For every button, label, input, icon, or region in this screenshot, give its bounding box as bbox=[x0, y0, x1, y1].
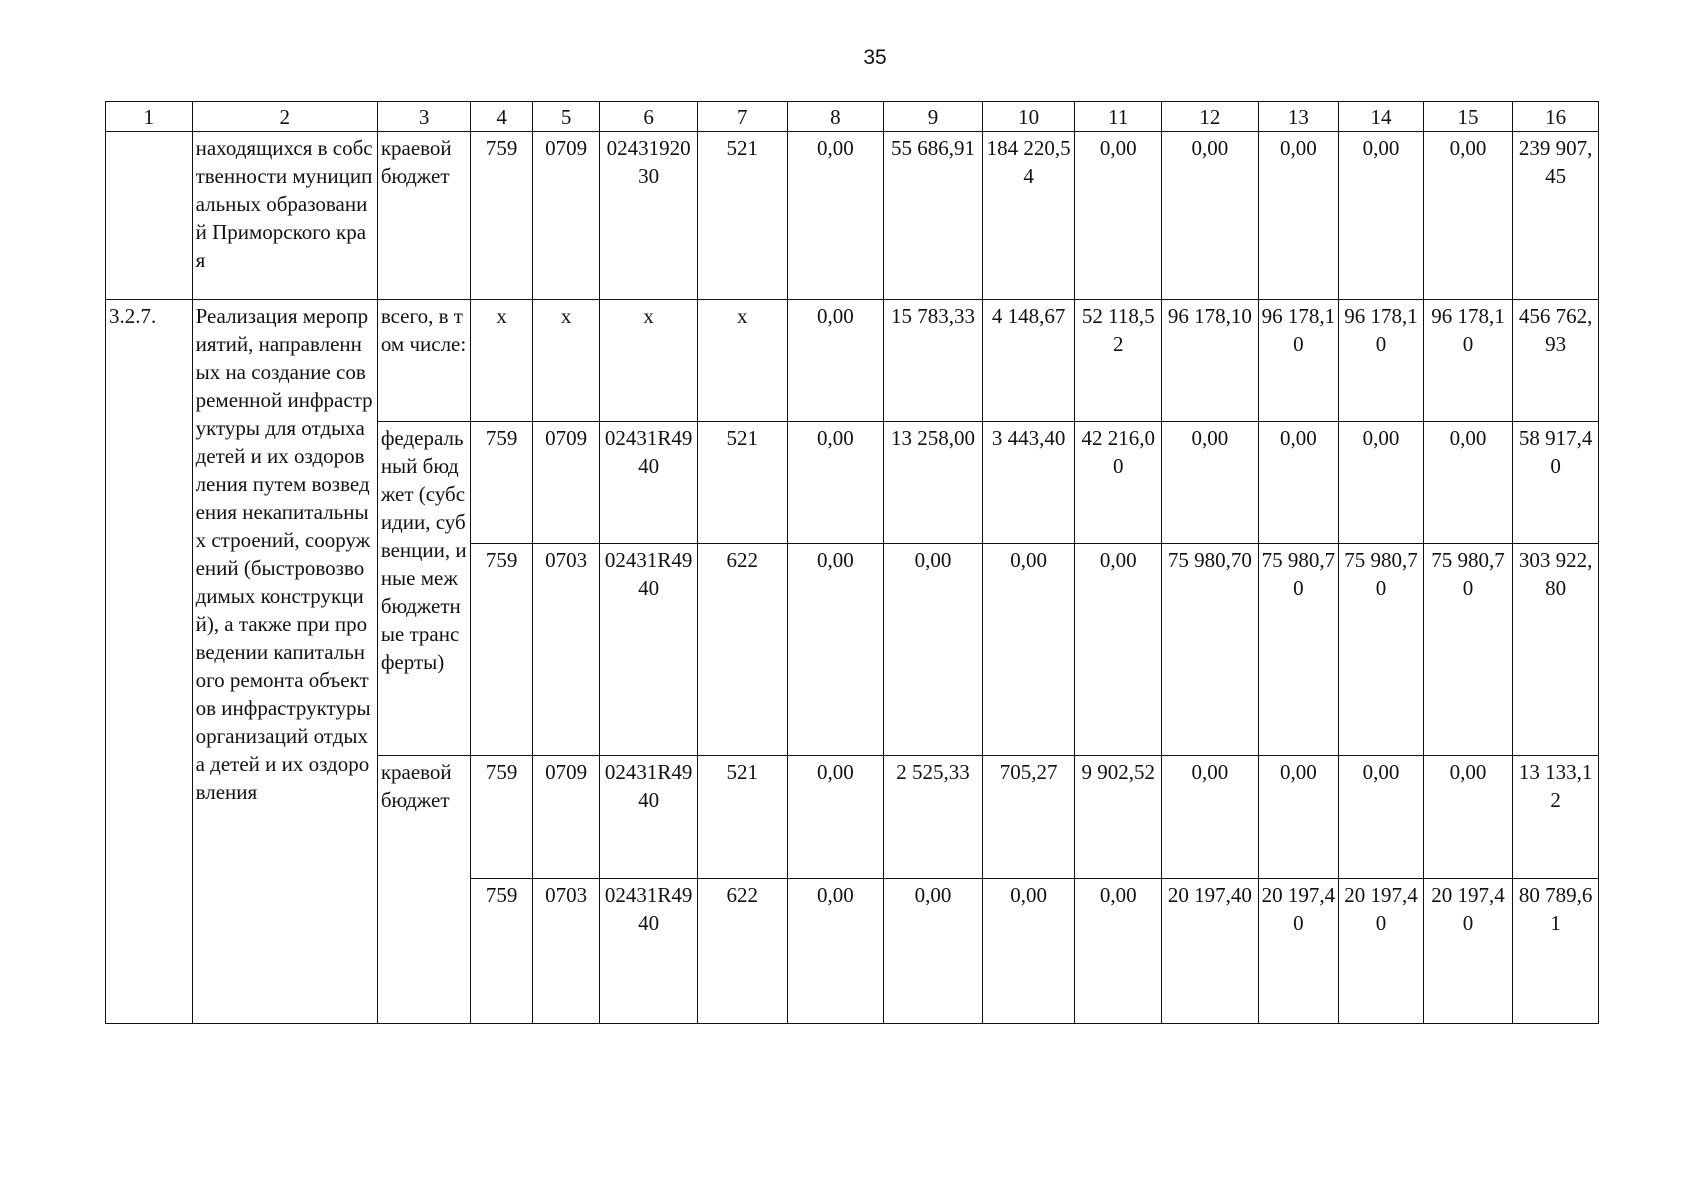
cell-c13: 0,00 bbox=[1258, 756, 1339, 879]
cell-c6: 02431R4940 bbox=[600, 756, 698, 879]
cell-c12: 75 980,70 bbox=[1162, 544, 1259, 756]
header-cell: 4 bbox=[471, 102, 532, 132]
header-cell: 6 bbox=[600, 102, 698, 132]
cell-c14: 0,00 bbox=[1339, 756, 1424, 879]
cell-c4: 759 bbox=[471, 544, 532, 756]
header-cell: 9 bbox=[884, 102, 983, 132]
cell-c8: 0,00 bbox=[787, 756, 884, 879]
cell-c4: 759 bbox=[471, 879, 532, 1024]
cell-c15: 96 178,10 bbox=[1423, 300, 1513, 422]
cell-c6: 02431R4940 bbox=[600, 422, 698, 544]
cell-c16: 58 917,40 bbox=[1513, 422, 1599, 544]
cell-c7: 521 bbox=[697, 422, 787, 544]
budget-table bbox=[105, 101, 1599, 1024]
cell-c10: 705,27 bbox=[982, 756, 1075, 879]
cell-c8: 0,00 bbox=[787, 300, 884, 422]
cell-c10: 3 443,40 bbox=[982, 422, 1075, 544]
cell-c13: 20 197,40 bbox=[1258, 879, 1339, 1024]
header-row bbox=[106, 102, 1599, 132]
cell-c12: 0,00 bbox=[1162, 756, 1259, 879]
cell-c5: x bbox=[532, 300, 599, 422]
header-cell: 11 bbox=[1075, 102, 1162, 132]
cell-c6: 0243192030 bbox=[600, 132, 698, 300]
cell-c8: 0,00 bbox=[787, 422, 884, 544]
cell-c8: 0,00 bbox=[787, 879, 884, 1024]
cell-c9: 0,00 bbox=[884, 544, 983, 756]
header-cell: 3 bbox=[377, 102, 471, 132]
header-cell: 15 bbox=[1423, 102, 1513, 132]
header-cell: 13 bbox=[1258, 102, 1339, 132]
cell-c10: 184 220,54 bbox=[982, 132, 1075, 300]
cell-c15: 0,00 bbox=[1423, 422, 1513, 544]
cell-c7: 521 bbox=[697, 132, 787, 300]
cell-c6: 02431R4940 bbox=[600, 879, 698, 1024]
header-cell: 10 bbox=[982, 102, 1075, 132]
item-name-cell: Реализация мероприятий, направленных на создание современной инфраструктуры для отдыха детей и их оздоровления путем возведения некапитальных строений, сооружений (быстровозводимых конструкций), а также при проведении капитального ремонта объектов инфраструктуры организаций отдыха детей и их оздоровления bbox=[192, 300, 377, 1024]
cell-c5: 0709 bbox=[532, 756, 599, 879]
cell-c6: 02431R4940 bbox=[600, 544, 698, 756]
cell-c10: 0,00 bbox=[982, 544, 1075, 756]
cell-c5: 0703 bbox=[532, 544, 599, 756]
cell-c9: 0,00 bbox=[884, 879, 983, 1024]
cell-c5: 0709 bbox=[532, 132, 599, 300]
funding-source-cell: федеральный бюджет (субсидии, субвенции, иные межбюджетные трансферты) bbox=[377, 422, 471, 756]
cell-c11: 0,00 bbox=[1075, 879, 1162, 1024]
cell-c13: 75 980,70 bbox=[1258, 544, 1339, 756]
cell-c9: 2 525,33 bbox=[884, 756, 983, 879]
funding-source-cell: всего, в том числе: bbox=[377, 300, 471, 422]
cell-c16: 239 907,45 bbox=[1513, 132, 1599, 300]
cell-c5: 0703 bbox=[532, 879, 599, 1024]
cell-c13: 0,00 bbox=[1258, 132, 1339, 300]
funding-source-cell: краевой бюджет bbox=[377, 756, 471, 1024]
cell-c9: 55 686,91 bbox=[884, 132, 983, 300]
item-name-cell: находящихся в собственности муниципальных образований Приморского края bbox=[192, 132, 377, 300]
cell-c14: 75 980,70 bbox=[1339, 544, 1424, 756]
cell-c6: x bbox=[600, 300, 698, 422]
cell-c14: 0,00 bbox=[1339, 422, 1424, 544]
cell-c12: 20 197,40 bbox=[1162, 879, 1259, 1024]
table-row bbox=[106, 132, 1599, 300]
cell-c4: 759 bbox=[471, 132, 532, 300]
cell-c13: 0,00 bbox=[1258, 422, 1339, 544]
cell-c14: 96 178,10 bbox=[1339, 300, 1424, 422]
cell-c7: 622 bbox=[697, 544, 787, 756]
cell-c7: 622 bbox=[697, 879, 787, 1024]
cell-c12: 0,00 bbox=[1162, 132, 1259, 300]
cell-c8: 0,00 bbox=[787, 132, 884, 300]
cell-c7: x bbox=[697, 300, 787, 422]
cell-c5: 0709 bbox=[532, 422, 599, 544]
cell-c11: 0,00 bbox=[1075, 544, 1162, 756]
cell-c9: 15 783,33 bbox=[884, 300, 983, 422]
funding-source-cell: краевой бюджет bbox=[377, 132, 471, 300]
cell-c9: 13 258,00 bbox=[884, 422, 983, 544]
cell-c4: x bbox=[471, 300, 532, 422]
cell-c4: 759 bbox=[471, 756, 532, 879]
cell-c15: 0,00 bbox=[1423, 132, 1513, 300]
cell-c16: 303 922,80 bbox=[1513, 544, 1599, 756]
cell-c7: 521 bbox=[697, 756, 787, 879]
header-cell: 8 bbox=[787, 102, 884, 132]
header-cell: 14 bbox=[1339, 102, 1424, 132]
cell-c16: 80 789,61 bbox=[1513, 879, 1599, 1024]
cell-c15: 75 980,70 bbox=[1423, 544, 1513, 756]
cell-c10: 0,00 bbox=[982, 879, 1075, 1024]
cell-c4: 759 bbox=[471, 422, 532, 544]
page-number: 35 bbox=[863, 46, 887, 69]
header-cell: 16 bbox=[1513, 102, 1599, 132]
header-cell: 7 bbox=[697, 102, 787, 132]
cell-c16: 13 133,12 bbox=[1513, 756, 1599, 879]
cell-c14: 0,00 bbox=[1339, 132, 1424, 300]
cell-c15: 20 197,40 bbox=[1423, 879, 1513, 1024]
cell-c10: 4 148,67 bbox=[982, 300, 1075, 422]
cell-c15: 0,00 bbox=[1423, 756, 1513, 879]
cell-c14: 20 197,40 bbox=[1339, 879, 1424, 1024]
header-cell: 1 bbox=[106, 102, 193, 132]
cell-c12: 96 178,10 bbox=[1162, 300, 1259, 422]
cell-c16: 456 762,93 bbox=[1513, 300, 1599, 422]
cell-c11: 0,00 bbox=[1075, 132, 1162, 300]
header-cell: 12 bbox=[1162, 102, 1259, 132]
cell-c8: 0,00 bbox=[787, 544, 884, 756]
item-number-cell: 3.2.7. bbox=[106, 300, 193, 1024]
header-cell: 2 bbox=[192, 102, 377, 132]
cell-c12: 0,00 bbox=[1162, 422, 1259, 544]
item-number-cell bbox=[106, 132, 193, 300]
table-row bbox=[106, 300, 1599, 422]
cell-c11: 42 216,00 bbox=[1075, 422, 1162, 544]
cell-c11: 52 118,52 bbox=[1075, 300, 1162, 422]
header-cell: 5 bbox=[532, 102, 599, 132]
cell-c11: 9 902,52 bbox=[1075, 756, 1162, 879]
cell-c13: 96 178,10 bbox=[1258, 300, 1339, 422]
